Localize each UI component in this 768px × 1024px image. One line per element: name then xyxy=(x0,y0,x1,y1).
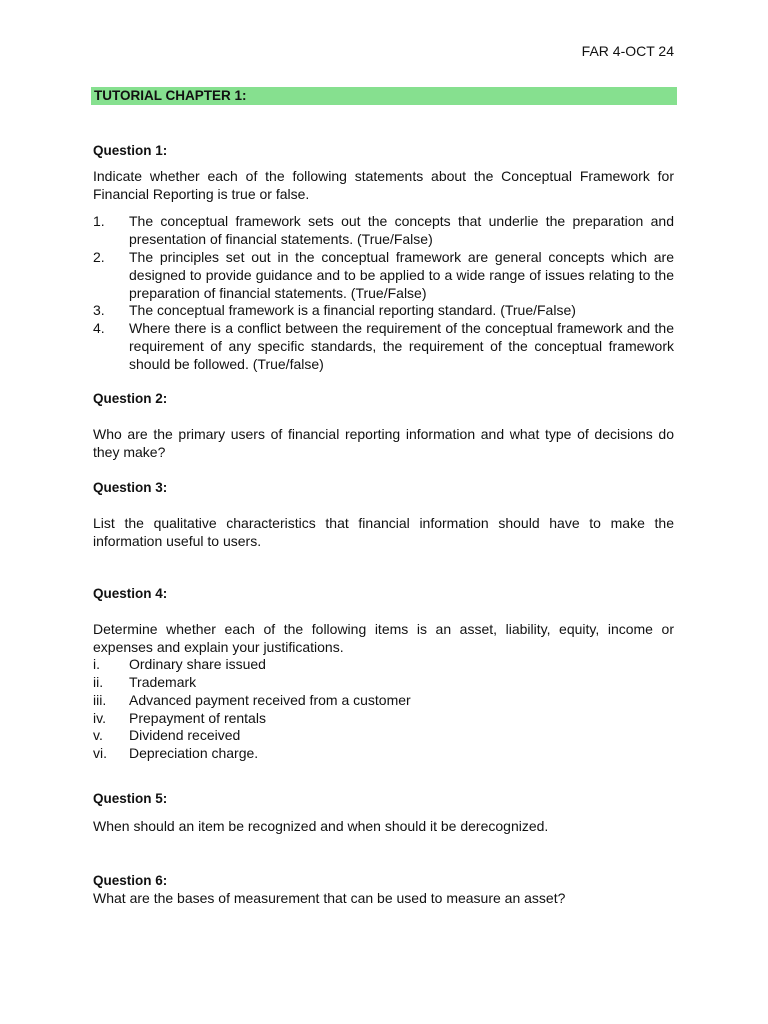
item-text: Where there is a conflict between the requirement of the conceptual framework and the requirement of any specific standards, the requirement of the conceptual framework should be followed. (True/false) xyxy=(129,320,674,372)
item-number: iv. xyxy=(93,710,106,726)
question-1-item xyxy=(93,213,674,249)
question-1-heading: Question 1: xyxy=(93,143,168,158)
question-6-heading: Question 6: xyxy=(93,873,168,888)
item-number: i. xyxy=(93,656,100,672)
course-code: FAR 4-OCT 24 xyxy=(581,43,674,59)
item-text: The conceptual framework sets out the concepts that underlie the preparation and presentation of financial statements. (True/False) xyxy=(129,213,674,247)
item-number: v. xyxy=(93,727,103,743)
question-1-intro: Indicate whether each of the following statements about the Conceptual Framework for Financial Reporting is true or false. xyxy=(93,168,674,202)
question-4-item xyxy=(93,674,674,692)
question-1-item xyxy=(93,320,674,373)
item-text: Dividend received xyxy=(129,727,241,743)
question-3-heading: Question 3: xyxy=(93,480,168,495)
question-2-text: Who are the primary users of financial reporting information and what type of decisions do they make? xyxy=(93,426,674,460)
question-6-text: What are the bases of measurement that can be used to measure an asset? xyxy=(93,890,566,906)
item-number: 3. xyxy=(93,302,105,318)
item-text: Depreciation charge. xyxy=(129,745,259,761)
item-number: ii. xyxy=(93,674,104,690)
question-5-heading: Question 5: xyxy=(93,791,168,806)
item-number: 4. xyxy=(93,320,105,336)
item-text: The principles set out in the conceptual framework are general concepts which are designed to provide guidance and to be applied to a wide range of issues relating to the preparation of financial statements. (True/False) xyxy=(129,249,674,301)
question-5-text: When should an item be recognized and when should it be derecognized. xyxy=(93,818,549,834)
question-4-intro: Determine whether each of the following items is an asset, liability, equity, income or expenses and explain your justifications. xyxy=(93,621,674,655)
item-text: Prepayment of rentals xyxy=(129,710,266,726)
item-text: Ordinary share issued xyxy=(129,656,266,672)
question-1-item xyxy=(93,302,674,320)
item-text: The conceptual framework is a financial reporting standard. (True/False) xyxy=(129,302,576,318)
question-4-item xyxy=(93,692,674,710)
item-number: iii. xyxy=(93,692,107,708)
question-4-item xyxy=(93,656,674,674)
question-4-item xyxy=(93,727,674,745)
item-number: 2. xyxy=(93,249,105,265)
item-number: vi. xyxy=(93,745,107,761)
question-1-item xyxy=(93,249,674,302)
item-text: Trademark xyxy=(129,674,197,690)
question-4-item xyxy=(93,710,674,728)
question-2-heading: Question 2: xyxy=(93,391,168,406)
item-text: Advanced payment received from a customer xyxy=(129,692,411,708)
question-3-text: List the qualitative characteristics that financial information should have to make the information useful to users. xyxy=(93,515,674,549)
question-4-heading: Question 4: xyxy=(93,586,168,601)
question-4-item xyxy=(93,745,674,763)
tutorial-title: TUTORIAL CHAPTER 1: xyxy=(94,88,247,103)
item-number: 1. xyxy=(93,213,105,229)
